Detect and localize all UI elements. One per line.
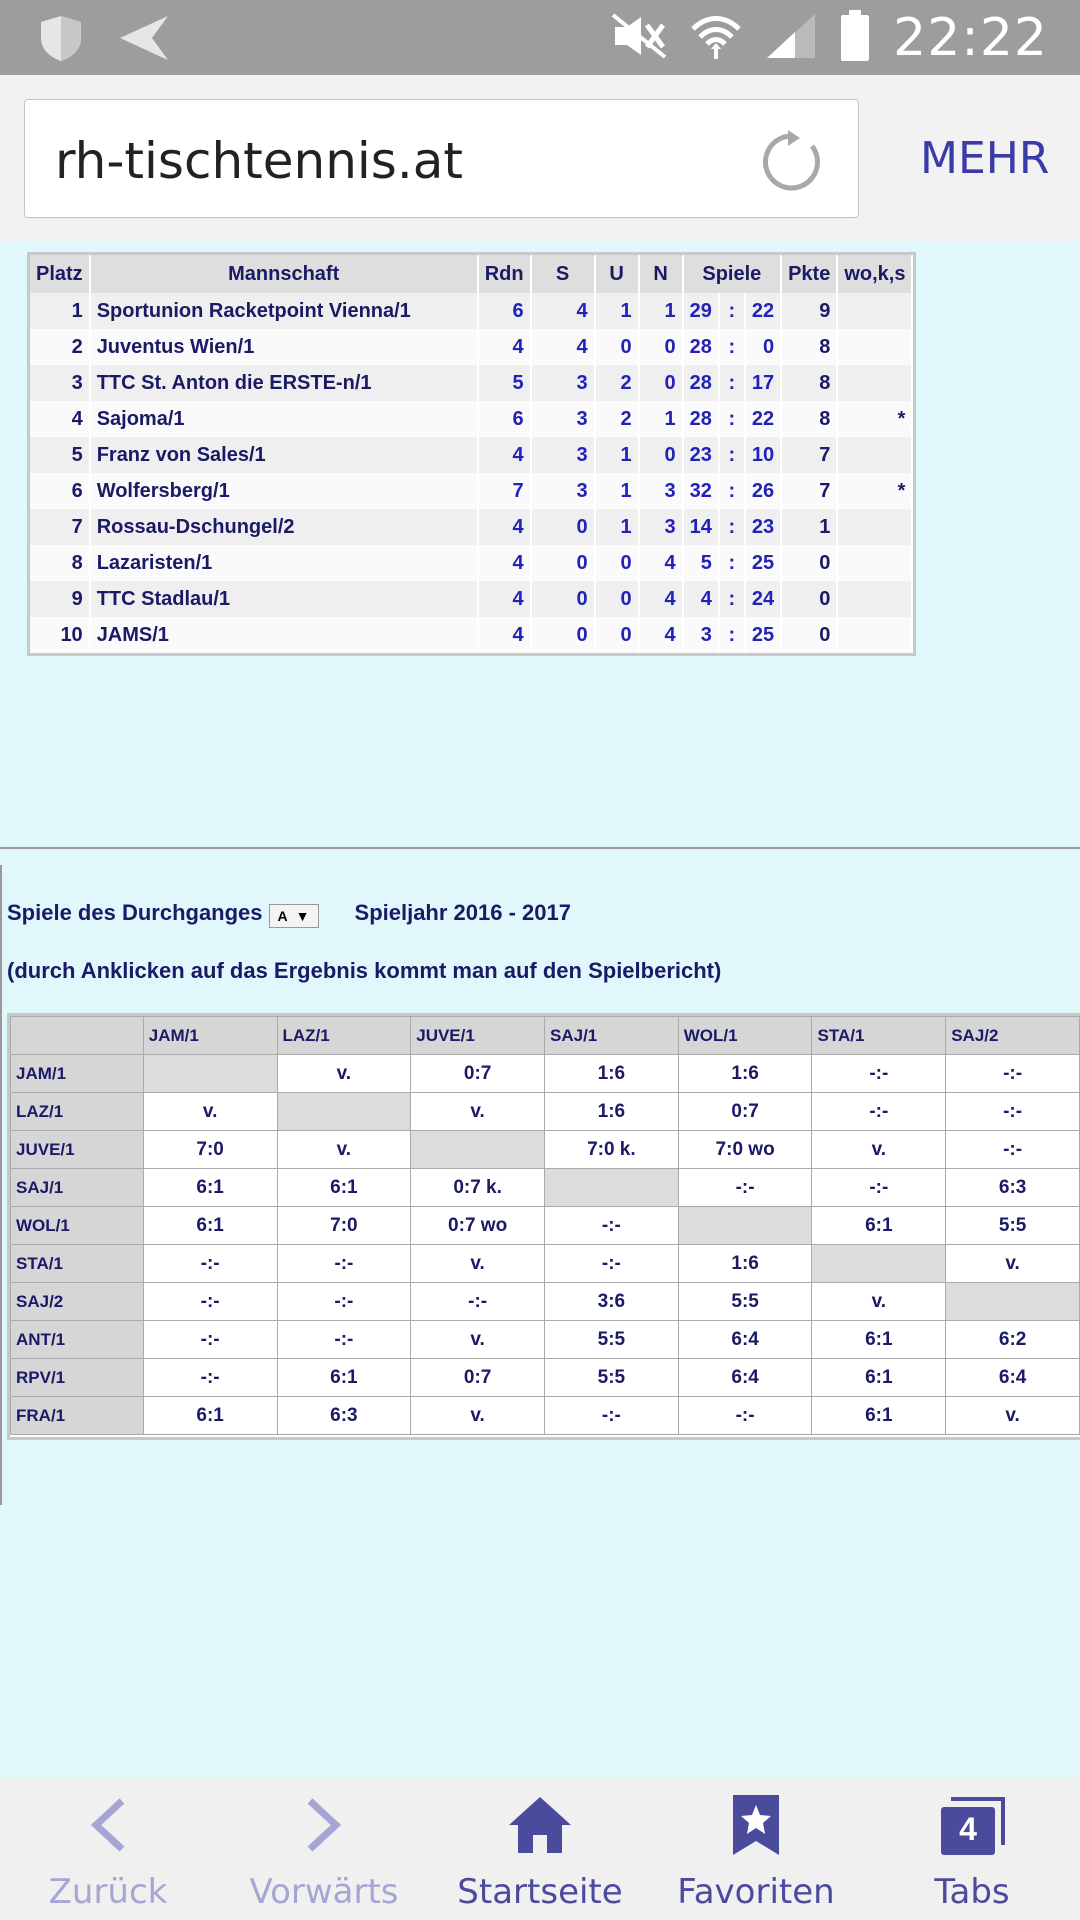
standing-games-separator: :: [719, 581, 745, 617]
matrix-row: [11, 1131, 1080, 1169]
match-result-cell: v.: [277, 1131, 411, 1169]
col-rdn: Rdn: [478, 255, 531, 293]
match-result-cell: v.: [411, 1321, 545, 1359]
standing-points: 7: [781, 473, 837, 509]
matrix-row: [11, 1397, 1080, 1435]
match-result-cell[interactable]: 6:3: [946, 1169, 1080, 1207]
match-result-cell[interactable]: 6:4: [678, 1359, 812, 1397]
match-result-cell[interactable]: 0:7: [411, 1055, 545, 1093]
standing-losses: 1: [639, 401, 683, 437]
match-result-cell: v.: [143, 1093, 277, 1131]
standing-team[interactable]: Franz von Sales/1: [90, 437, 478, 473]
standing-games-separator: :: [719, 329, 745, 365]
standing-place: 7: [30, 509, 90, 545]
matrix-column-header: LAZ/1: [277, 1017, 411, 1055]
standings-row[interactable]: [30, 473, 912, 509]
standing-team[interactable]: Juventus Wien/1: [90, 329, 478, 365]
match-result-cell[interactable]: 7:0 k.: [545, 1131, 679, 1169]
standing-games-separator: :: [719, 365, 745, 401]
standing-games-won: 28: [683, 365, 719, 401]
match-result-cell[interactable]: 5:5: [545, 1359, 679, 1397]
matrix-row: [11, 1055, 1080, 1093]
matrix-row-header: FRA/1: [11, 1397, 144, 1435]
match-result-cell[interactable]: 1:6: [545, 1055, 679, 1093]
standing-team[interactable]: Lazaristen/1: [90, 545, 478, 581]
standing-rounds: 4: [478, 509, 531, 545]
match-result-cell: -:-: [812, 1055, 946, 1093]
standing-games-won: 32: [683, 473, 719, 509]
standing-rounds: 4: [478, 329, 531, 365]
match-result-cell: -:-: [277, 1283, 411, 1321]
status-bar: [0, 0, 1080, 75]
match-result-cell[interactable]: 6:1: [143, 1397, 277, 1435]
matrix-column-header: JAM/1: [143, 1017, 277, 1055]
standing-games-separator: :: [719, 293, 745, 329]
match-result-cell: -:-: [946, 1055, 1080, 1093]
favorites-label: Favoriten: [677, 1872, 835, 1912]
standing-wins: 0: [531, 545, 595, 581]
standing-rounds: 4: [478, 581, 531, 617]
standing-games-lost: 22: [745, 293, 781, 329]
matrix-column-header: JUVE/1: [411, 1017, 545, 1055]
favorites-button[interactable]: [648, 1778, 864, 1920]
match-result-cell: v.: [812, 1131, 946, 1169]
standings-row[interactable]: [30, 401, 912, 437]
url-bar[interactable]: [24, 99, 859, 218]
standing-flags: [837, 329, 912, 365]
standing-place: 1: [30, 293, 90, 329]
standing-wins: 0: [531, 617, 595, 653]
matrix-row: [11, 1321, 1080, 1359]
home-button[interactable]: [432, 1778, 648, 1920]
matrix-column-header: SAJ/2: [946, 1017, 1080, 1055]
standing-games-lost: 23: [745, 509, 781, 545]
standing-wins: 3: [531, 473, 595, 509]
matrix-row-header: WOL/1: [11, 1207, 144, 1245]
matrix-row-header: RPV/1: [11, 1359, 144, 1397]
standing-games-lost: 24: [745, 581, 781, 617]
standing-games-separator: :: [719, 437, 745, 473]
col-u: U: [595, 255, 639, 293]
standing-team[interactable]: Sajoma/1: [90, 401, 478, 437]
standing-flags: *: [837, 473, 912, 509]
match-result-cell[interactable]: 3:6: [545, 1283, 679, 1321]
col-platz: Platz: [30, 255, 90, 293]
matrix-self-cell: [143, 1055, 277, 1093]
standing-flags: [837, 509, 912, 545]
standing-draws: 0: [595, 329, 639, 365]
bottom-navigation: [0, 1778, 1080, 1920]
forward-button[interactable]: [216, 1778, 432, 1920]
match-result-cell[interactable]: 6:1: [812, 1397, 946, 1435]
bookmark-star-icon: [731, 1793, 781, 1862]
standings-row[interactable]: [30, 437, 912, 473]
match-result-cell[interactable]: 7:0: [277, 1207, 411, 1245]
match-result-cell: -:-: [545, 1207, 679, 1245]
standing-draws: 0: [595, 617, 639, 653]
standings-row[interactable]: [30, 581, 912, 617]
standing-rounds: 6: [478, 293, 531, 329]
match-result-cell[interactable]: 6:1: [277, 1169, 411, 1207]
standing-draws: 1: [595, 293, 639, 329]
standing-games-separator: :: [719, 401, 745, 437]
matrix-row-header: SAJ/1: [11, 1169, 144, 1207]
standings-header: [30, 255, 912, 293]
send-icon: [116, 14, 172, 67]
match-result-cell[interactable]: 5:5: [545, 1321, 679, 1359]
matrix-row: [11, 1093, 1080, 1131]
standings-row[interactable]: [30, 509, 912, 545]
forward-label: Vorwärts: [249, 1872, 399, 1912]
standing-games-separator: :: [719, 617, 745, 653]
match-result-cell: -:-: [143, 1321, 277, 1359]
standing-games-lost: 0: [745, 329, 781, 365]
browser-toolbar: [0, 75, 1080, 241]
standing-draws: 1: [595, 437, 639, 473]
games-note: (durch Anklicken auf das Ergebnis kommt man auf den Spielbericht): [7, 958, 722, 983]
standing-games-lost: 26: [745, 473, 781, 509]
matrix-row-header: LAZ/1: [11, 1093, 144, 1131]
match-result-cell: -:-: [946, 1131, 1080, 1169]
standing-team[interactable]: Sportunion Racketpoint Vienna/1: [90, 293, 478, 329]
match-result-cell: -:-: [946, 1093, 1080, 1131]
standing-place: 3: [30, 365, 90, 401]
chevron-right-icon: [304, 1797, 344, 1858]
match-result-cell[interactable]: 0:7 k.: [411, 1169, 545, 1207]
standing-rounds: 7: [478, 473, 531, 509]
standing-games-lost: 25: [745, 617, 781, 653]
standing-place: 9: [30, 581, 90, 617]
standing-games-lost: 25: [745, 545, 781, 581]
standing-flags: [837, 581, 912, 617]
match-result-cell[interactable]: 7:0: [143, 1131, 277, 1169]
match-result-cell[interactable]: 7:0 wo: [678, 1131, 812, 1169]
frame-border: [0, 865, 2, 1505]
col-mannschaft: Mannschaft: [90, 255, 478, 293]
matrix-row-header: JAM/1: [11, 1055, 144, 1093]
standing-flags: [837, 437, 912, 473]
standing-place: 2: [30, 329, 90, 365]
back-button[interactable]: [0, 1778, 216, 1920]
standing-points: 8: [781, 365, 837, 401]
standing-points: 0: [781, 581, 837, 617]
standing-games-won: 29: [683, 293, 719, 329]
standing-draws: 1: [595, 509, 639, 545]
standing-losses: 0: [639, 329, 683, 365]
standings-row[interactable]: [30, 617, 912, 653]
matrix-column-header: SAJ/1: [545, 1017, 679, 1055]
matrix-self-cell: [277, 1093, 411, 1131]
signal-icon: [765, 12, 817, 65]
wifi-icon: [689, 11, 743, 66]
standing-draws: 2: [595, 401, 639, 437]
match-result-cell: -:-: [143, 1245, 277, 1283]
match-result-cell: v.: [411, 1245, 545, 1283]
standing-rounds: 4: [478, 617, 531, 653]
matrix-row: [11, 1283, 1080, 1321]
standing-points: 9: [781, 293, 837, 329]
standing-points: 0: [781, 617, 837, 653]
match-result-cell[interactable]: 6:3: [277, 1397, 411, 1435]
standing-flags: [837, 617, 912, 653]
shield-icon: [38, 14, 84, 67]
standing-points: 8: [781, 401, 837, 437]
standing-losses: 0: [639, 365, 683, 401]
standing-draws: 1: [595, 473, 639, 509]
matrix-corner: [11, 1017, 144, 1055]
section-divider: [0, 847, 1080, 849]
match-result-cell[interactable]: 0:7: [411, 1359, 545, 1397]
standings-row[interactable]: [30, 293, 912, 329]
matrix-column-header: STA/1: [812, 1017, 946, 1055]
standing-place: 6: [30, 473, 90, 509]
standing-games-lost: 22: [745, 401, 781, 437]
chevron-down-icon: ▼: [295, 908, 310, 924]
matrix-row-header: SAJ/2: [11, 1283, 144, 1321]
match-result-cell[interactable]: 1:6: [678, 1055, 812, 1093]
match-result-cell: v.: [946, 1397, 1080, 1435]
match-result-cell: -:-: [812, 1093, 946, 1131]
standing-games-won: 28: [683, 329, 719, 365]
standing-wins: 4: [531, 293, 595, 329]
standing-games-lost: 17: [745, 365, 781, 401]
standing-place: 8: [30, 545, 90, 581]
matrix-row-header: STA/1: [11, 1245, 144, 1283]
tabs-icon: [939, 1797, 1005, 1857]
mute-icon: [611, 13, 667, 64]
standing-points: 8: [781, 329, 837, 365]
standing-team[interactable]: Rossau-Dschungel/2: [90, 509, 478, 545]
col-s: S: [531, 255, 595, 293]
standing-wins: 3: [531, 365, 595, 401]
standing-draws: 2: [595, 365, 639, 401]
standing-wins: 4: [531, 329, 595, 365]
clock: 22:22: [893, 8, 1048, 68]
match-result-cell[interactable]: 6:1: [277, 1359, 411, 1397]
standing-games-won: 28: [683, 401, 719, 437]
standing-losses: 4: [639, 617, 683, 653]
standing-rounds: 5: [478, 365, 531, 401]
standing-games-won: 14: [683, 509, 719, 545]
col-wok: wo,k,s: [837, 255, 912, 293]
standing-wins: 0: [531, 509, 595, 545]
matrix-self-cell: [411, 1131, 545, 1169]
match-result-cell: v.: [946, 1245, 1080, 1283]
home-icon: [507, 1795, 573, 1860]
col-n: N: [639, 255, 683, 293]
standing-team[interactable]: TTC Stadlau/1: [90, 581, 478, 617]
standing-rounds: 4: [478, 545, 531, 581]
match-result-cell[interactable]: 6:2: [946, 1321, 1080, 1359]
results-matrix: [7, 1013, 1080, 1440]
match-result-cell[interactable]: 6:1: [812, 1207, 946, 1245]
round-select-value: A: [277, 908, 288, 924]
battery-icon: [839, 10, 871, 67]
tab-count: 4: [959, 1811, 977, 1847]
standing-games-won: 3: [683, 617, 719, 653]
tabs-label: Tabs: [934, 1872, 1010, 1912]
match-result-cell: -:-: [143, 1359, 277, 1397]
standing-flags: [837, 545, 912, 581]
round-select[interactable]: [269, 904, 319, 928]
match-result-cell: v.: [277, 1055, 411, 1093]
standing-points: 7: [781, 437, 837, 473]
match-result-cell: -:-: [277, 1321, 411, 1359]
matrix-row: [11, 1245, 1080, 1283]
back-label: Zurück: [48, 1872, 168, 1912]
standing-flags: [837, 365, 912, 401]
standing-rounds: 4: [478, 437, 531, 473]
matrix-self-cell: [545, 1169, 679, 1207]
standing-points: 0: [781, 545, 837, 581]
matrix-row: [11, 1169, 1080, 1207]
standing-losses: 4: [639, 545, 683, 581]
home-label: Startseite: [457, 1872, 623, 1912]
standing-losses: 0: [639, 437, 683, 473]
matrix-row-header: ANT/1: [11, 1321, 144, 1359]
match-result-cell[interactable]: 6:1: [143, 1169, 277, 1207]
match-result-cell[interactable]: 0:7: [678, 1093, 812, 1131]
matrix-self-cell: [946, 1283, 1080, 1321]
match-result-cell: v.: [411, 1093, 545, 1131]
standing-place: 4: [30, 401, 90, 437]
match-result-cell: -:-: [545, 1397, 679, 1435]
match-result-cell: -:-: [812, 1169, 946, 1207]
standing-team[interactable]: JAMS/1: [90, 617, 478, 653]
standing-draws: 0: [595, 581, 639, 617]
match-result-cell: -:-: [678, 1169, 812, 1207]
match-result-cell: -:-: [411, 1283, 545, 1321]
standing-draws: 0: [595, 545, 639, 581]
standing-wins: 3: [531, 437, 595, 473]
match-result-cell[interactable]: 5:5: [946, 1207, 1080, 1245]
match-result-cell: v.: [411, 1397, 545, 1435]
games-title: Spiele des Durchganges: [7, 900, 263, 925]
standing-wins: 3: [531, 401, 595, 437]
standing-games-won: 4: [683, 581, 719, 617]
standing-place: 5: [30, 437, 90, 473]
standing-wins: 0: [531, 581, 595, 617]
match-result-cell[interactable]: 6:1: [812, 1321, 946, 1359]
standing-place: 10: [30, 617, 90, 653]
chevron-left-icon: [88, 1797, 128, 1858]
standings-row[interactable]: [30, 365, 912, 401]
matrix-row: [11, 1359, 1080, 1397]
standing-losses: 4: [639, 581, 683, 617]
standing-losses: 3: [639, 473, 683, 509]
standings-table: [27, 252, 916, 656]
standing-games-separator: :: [719, 473, 745, 509]
match-result-cell: v.: [812, 1283, 946, 1321]
reload-icon[interactable]: [762, 130, 826, 199]
matrix-self-cell: [678, 1207, 812, 1245]
standing-flags: *: [837, 401, 912, 437]
url-text[interactable]: rh-tischtennis.at: [55, 132, 463, 190]
match-result-cell[interactable]: 1:6: [678, 1245, 812, 1283]
standing-games-lost: 10: [745, 437, 781, 473]
match-result-cell[interactable]: 1:6: [545, 1093, 679, 1131]
matrix-header: [11, 1017, 1080, 1055]
match-result-cell: -:-: [678, 1397, 812, 1435]
match-result-cell: -:-: [545, 1245, 679, 1283]
standings-row[interactable]: [30, 545, 912, 581]
matrix-self-cell: [812, 1245, 946, 1283]
match-result-cell[interactable]: 0:7 wo: [411, 1207, 545, 1245]
match-result-cell: -:-: [143, 1283, 277, 1321]
match-result-cell[interactable]: 6:4: [678, 1321, 812, 1359]
standing-flags: [837, 293, 912, 329]
standing-games-won: 23: [683, 437, 719, 473]
col-pkte: Pkte: [781, 255, 837, 293]
standing-team[interactable]: TTC St. Anton die ERSTE-n/1: [90, 365, 478, 401]
standings-row[interactable]: [30, 329, 912, 365]
tabs-button[interactable]: [864, 1778, 1080, 1920]
standing-losses: 3: [639, 509, 683, 545]
season-label: Spieljahr 2016 - 2017: [354, 900, 571, 925]
match-result-cell[interactable]: 5:5: [678, 1283, 812, 1321]
match-result-cell[interactable]: 6:1: [143, 1207, 277, 1245]
col-spiele: Spiele: [683, 255, 782, 293]
games-heading: [7, 898, 571, 928]
match-result-cell[interactable]: 6:1: [812, 1359, 946, 1397]
standing-losses: 1: [639, 293, 683, 329]
matrix-row-header: JUVE/1: [11, 1131, 144, 1169]
match-result-cell[interactable]: 6:4: [946, 1359, 1080, 1397]
standing-rounds: 6: [478, 401, 531, 437]
standing-points: 1: [781, 509, 837, 545]
standing-games-separator: :: [719, 509, 745, 545]
more-menu-button[interactable]: MEHR: [920, 133, 1050, 184]
standing-games-separator: :: [719, 545, 745, 581]
standing-team[interactable]: Wolfersberg/1: [90, 473, 478, 509]
matrix-row: [11, 1207, 1080, 1245]
match-result-cell: -:-: [277, 1245, 411, 1283]
standing-games-won: 5: [683, 545, 719, 581]
matrix-column-header: WOL/1: [678, 1017, 812, 1055]
